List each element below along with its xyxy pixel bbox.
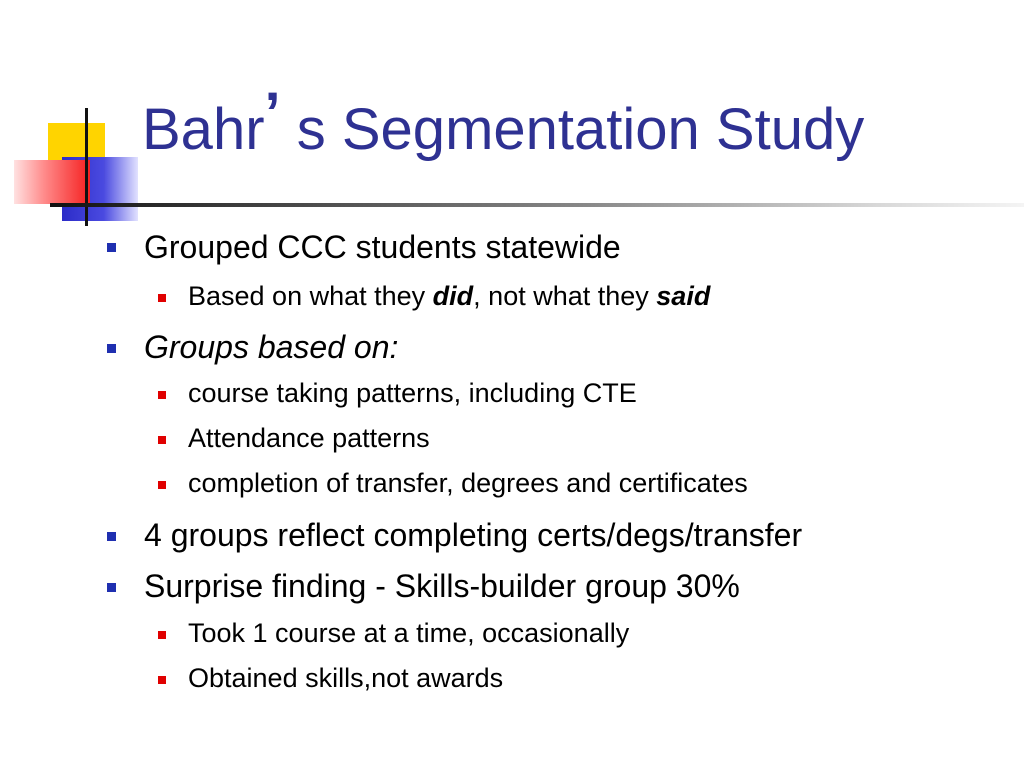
- emphasis-did: did: [432, 281, 474, 311]
- title-apostrophe: ’: [264, 81, 281, 146]
- bullet-level2: course taking patterns, including CTE: [188, 378, 637, 408]
- bullet-marker-level2: [158, 391, 166, 399]
- bullet-level2: Took 1 course at a time, occasionally: [188, 618, 630, 648]
- bullet-marker-level1: [107, 344, 116, 353]
- bullet-marker-level1: [107, 583, 116, 592]
- bullet-marker-level1: [107, 532, 116, 541]
- slide-title: [142, 81, 865, 162]
- bullet-text: , not what they: [473, 281, 657, 311]
- title-underline-rule: [50, 203, 1024, 207]
- emphasis-said: said: [656, 281, 711, 311]
- title-text-part1: Bahr: [142, 97, 265, 162]
- bullet-text: Based on what they: [188, 281, 433, 311]
- bullet-level1: Groups based on:: [144, 329, 399, 365]
- bullet-level2: Obtained skills,not awards: [188, 663, 504, 693]
- bullet-level1: Surprise finding - Skills-builder group 30%: [144, 568, 740, 604]
- bullet-level2: [188, 283, 710, 310]
- bullet-level1: 4 groups reflect completing certs/degs/transfer: [144, 517, 803, 553]
- bullet-level2: Attendance patterns: [188, 423, 430, 453]
- bullet-marker-level2: [158, 481, 166, 489]
- bullet-level1: Grouped CCC students statewide: [144, 229, 621, 265]
- bullet-level2: completion of transfer, degrees and certificates: [188, 468, 748, 498]
- title-text-part2: s Segmentation Study: [280, 97, 865, 162]
- bullet-marker-level2: [158, 436, 166, 444]
- bullet-marker-level2: [158, 294, 166, 302]
- vertical-rule: [85, 108, 88, 226]
- bullet-marker-level2: [158, 631, 166, 639]
- bullet-marker-level1: [107, 243, 116, 252]
- red-square-decoration: [14, 160, 90, 204]
- bullet-marker-level2: [158, 676, 166, 684]
